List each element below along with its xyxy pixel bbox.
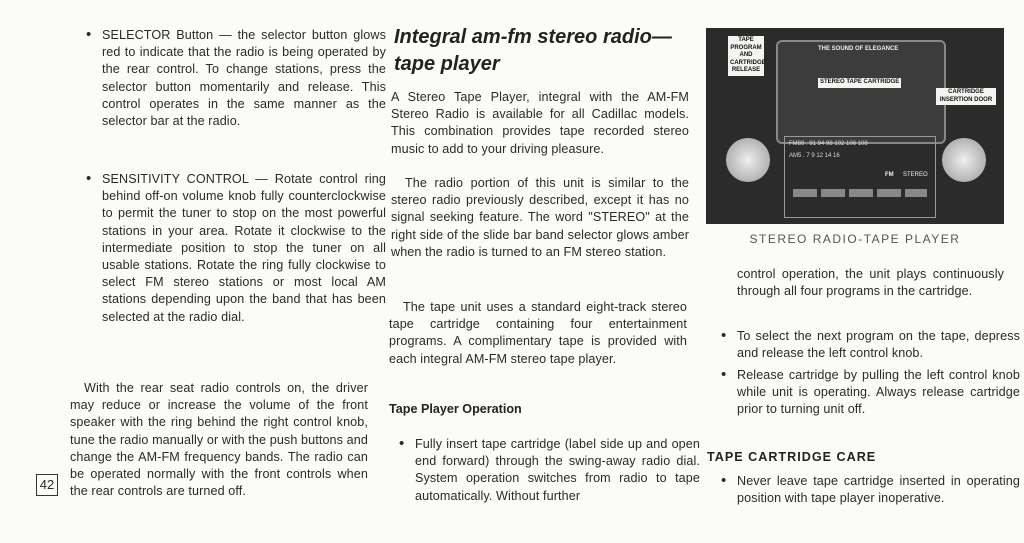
selector-button-text: • SELECTOR Button — the selector button glows red to indicate that the radio is being operated by the rear control. To change stations, press the selector button momentarily and release. This control operates in the same manner as the selector bar at the radio. xyxy=(86,26,386,130)
stereo-indicator: STEREO xyxy=(903,172,928,178)
intro-text: A Stereo Tape Player, integral with the AM-FM Stereo Radio is available for all Cadillac models. This combination provides tape recorded stereo music to add to your driving pleasure. xyxy=(391,90,689,156)
photo-caption: STEREO RADIO-TAPE PLAYER xyxy=(749,232,961,246)
radio-tape-player-photo xyxy=(706,28,1004,224)
radio-dial xyxy=(784,136,936,218)
insertion-door-label: CARTRIDGE INSERTION DOOR xyxy=(936,88,996,105)
operation-heading: Tape Player Operation xyxy=(389,402,522,416)
continuation-text: control operation, the unit plays continuously through all four programs in the cartridge. xyxy=(737,267,1004,299)
operation-bullet: • Fully insert tape cartridge (label side up and open end forward) through the swing-away radio dial. System operation switches from radio to tape automatically. Without further xyxy=(399,435,700,505)
cartridge-title: THE SOUND OF ELEGANCE xyxy=(818,46,899,52)
left-control-knob xyxy=(726,138,770,182)
am-scale: AM5 . 7 9 12 14 16 xyxy=(789,153,840,159)
preset-buttons xyxy=(793,189,927,197)
right-control-knob xyxy=(942,138,986,182)
tape-cartridge xyxy=(776,40,946,144)
release-label: TAPE PROGRAM AND CARTRIDGE RELEASE xyxy=(728,36,764,76)
care-heading: TAPE CARTRIDGE CARE xyxy=(707,450,877,464)
fm-scale: FM88 . 91 94 98 102 106 108 xyxy=(789,141,868,147)
cartridge-label: STEREO TAPE CARTRIDGE xyxy=(818,78,901,88)
tape-unit-text: The tape unit uses a standard eight-track stereo tape cartridge containing four entertainment programs. A complimentary tape is provided with each integral AM-FM stereo tape player. xyxy=(389,300,687,366)
radio-portion-text: The radio portion of this unit is similar to the stereo radio previously described, except it has no signal seeking feature. The word "STEREO" at the right side of the slide bar band selector glows amber when the radio is turned to an FM stereo station. xyxy=(391,176,689,259)
page-number: 42 xyxy=(36,474,58,496)
care-bullet: • Never leave tape cartridge inserted in operating position with tape player inoperative. xyxy=(721,472,1020,507)
next-program-bullet: • To select the next program on the tape, depress and release the left control knob. xyxy=(721,327,1020,362)
sensitivity-control-text: • SENSITIVITY CONTROL — Rotate control ring behind off-on volume knob fully counterclockwise to permit the tuner to stop on the most powerful stations in your area. Rotate it clockwise to the intermediate position to stop the tuner on all usable stations. Rotate the ring fully clockwise to select FM stereo stations or most local AM stations depending upon the band that has been selected at the radio dial. xyxy=(86,170,386,326)
rear-seat-text: With the rear seat radio controls on, the driver may reduce or increase the volume of the front speaker with the ring behind the right control knob, tune the radio manually or with the push buttons and change the AM-FM frequency bands. The radio can be operated normally with the front controls when the rear controls are turned off. xyxy=(70,381,368,499)
fm-indicator: FM xyxy=(885,172,894,178)
release-cartridge-bullet: • Release cartridge by pulling the left control knob while unit is operating. Always release cartridge prior to turning unit off. xyxy=(721,366,1020,419)
section-title: Integral am-fm stereo radio—tape player xyxy=(394,26,672,75)
